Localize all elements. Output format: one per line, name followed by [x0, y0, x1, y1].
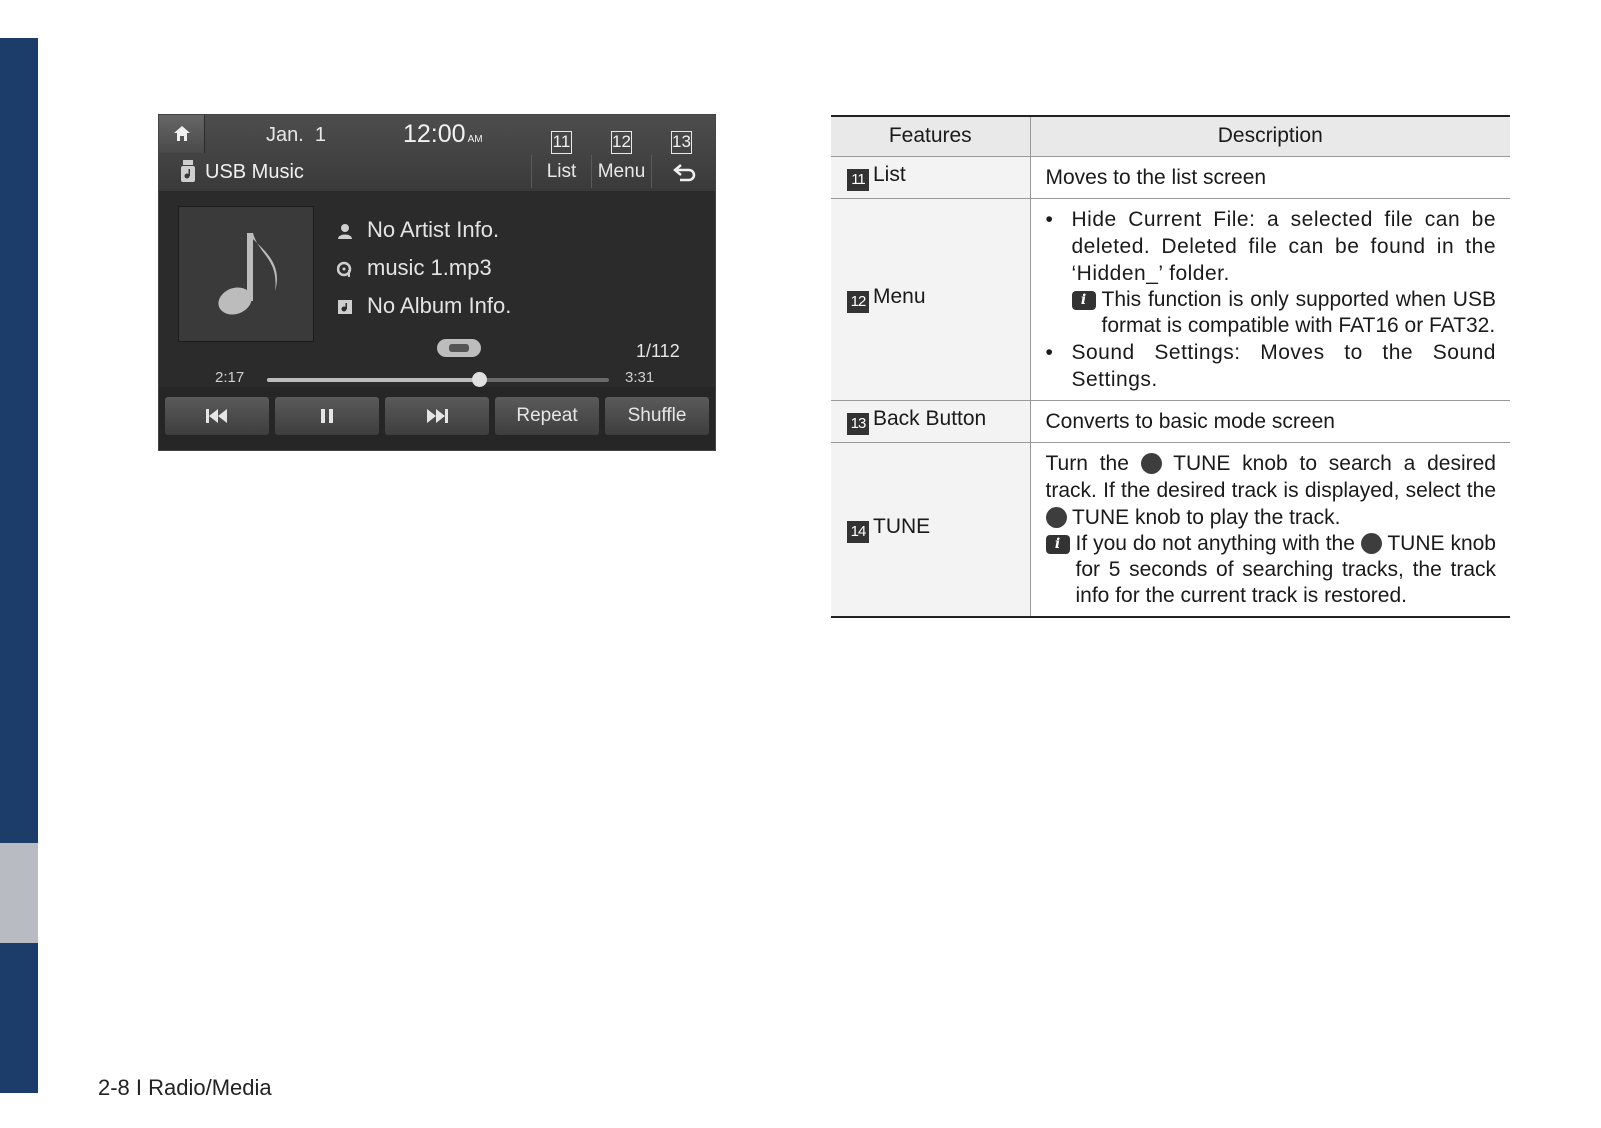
- feature-number-badge: 14: [847, 521, 869, 543]
- table-row: [831, 442, 1510, 617]
- clock-display: [403, 120, 483, 149]
- clock-ampm: AM: [467, 134, 483, 145]
- music-note-icon: [179, 207, 315, 343]
- elapsed-time: 2:17: [215, 369, 245, 386]
- info-note-text: If you do not anything with the: [1075, 531, 1355, 555]
- table-row: [831, 400, 1510, 442]
- header-features: Features: [831, 116, 1030, 156]
- previous-button[interactable]: [165, 397, 269, 435]
- feature-label: TUNE: [873, 515, 931, 538]
- tune-label: TUNE: [1387, 531, 1445, 555]
- description-cell: [1030, 198, 1510, 400]
- usb-music-screen: [158, 114, 716, 451]
- header-description: Description: [1030, 116, 1510, 156]
- tune-paragraph: [1046, 450, 1497, 531]
- section-tab-marker: [0, 843, 38, 943]
- feature-number-badge: 11: [847, 169, 869, 191]
- info-note: [1046, 531, 1497, 609]
- back-icon: [672, 162, 698, 182]
- features-table: [831, 115, 1510, 618]
- progress-handle[interactable]: [472, 372, 487, 387]
- tune-label: TUNE: [1173, 451, 1231, 475]
- tune-label: TUNE: [1071, 505, 1130, 529]
- menu-button[interactable]: Menu: [591, 155, 651, 188]
- list-button[interactable]: List: [531, 155, 591, 188]
- info-note-text: This function is only supported when USB format is compatible with FAT16 or FAT32.: [1101, 287, 1496, 337]
- tune-text-middle: knob to search a desired track. If the desired track is displayed, select the: [1045, 451, 1496, 502]
- description-cell: [1030, 442, 1510, 617]
- feature-label: Back Button: [873, 407, 987, 430]
- home-icon: [173, 125, 191, 142]
- usb-icon: [181, 160, 195, 182]
- total-time: 3:31: [625, 369, 655, 386]
- feature-cell: [831, 442, 1030, 617]
- info-icon: i: [1046, 535, 1070, 554]
- feature-cell: [831, 400, 1030, 442]
- album-icon: [337, 299, 353, 315]
- date-display: Jan. 1: [266, 124, 327, 146]
- callout-13: 13: [671, 131, 692, 154]
- tune-text-start: Turn the: [1045, 451, 1129, 475]
- knob-icon: [1141, 453, 1162, 474]
- artist-icon: [337, 223, 353, 239]
- back-button[interactable]: [651, 155, 716, 188]
- bullet-item: • Sound Settings: Moves to the Sound Settings.: [1046, 339, 1497, 393]
- source-title: USB Music: [205, 161, 304, 183]
- mode-indicator[interactable]: [437, 339, 481, 357]
- section-sidebar-stripe: [0, 38, 38, 1093]
- album-name: No Album Info.: [367, 293, 512, 318]
- tune-text-end: knob to play the track.: [1134, 505, 1341, 529]
- table-row: [831, 198, 1510, 400]
- knob-icon: [1361, 533, 1382, 554]
- callout-12: 12: [611, 131, 632, 154]
- info-icon: i: [1072, 291, 1096, 310]
- now-playing-area: [159, 191, 716, 387]
- home-button[interactable]: [159, 115, 205, 153]
- knob-icon: [1046, 507, 1067, 528]
- previous-icon: [206, 409, 228, 423]
- pause-button[interactable]: [275, 397, 379, 435]
- feature-label: Menu: [873, 285, 926, 308]
- album-art: [178, 206, 314, 342]
- shuffle-button[interactable]: Shuffle: [605, 397, 709, 435]
- progress-fill: [267, 378, 479, 382]
- pause-icon: [321, 409, 333, 423]
- callout-11: 11: [551, 131, 572, 154]
- feature-label: List: [873, 163, 906, 186]
- next-button[interactable]: [385, 397, 489, 435]
- next-icon: [426, 409, 448, 423]
- repeat-button[interactable]: Repeat: [495, 397, 599, 435]
- feature-number-badge: 12: [847, 291, 869, 313]
- page-footer: 2-8 I Radio/Media: [98, 1075, 272, 1100]
- table-header-row: [831, 116, 1510, 156]
- feature-number-badge: 13: [847, 413, 869, 435]
- description-cell: Moves to the list screen: [1030, 156, 1510, 198]
- progress-bar[interactable]: [267, 378, 609, 382]
- feature-cell: [831, 198, 1030, 400]
- info-note: [1072, 287, 1497, 339]
- top-bar: [159, 115, 716, 191]
- bullet-item: • Hide Current File: a selected file can be deleted. Deleted file can be found in the ‘Hidden_’ folder.: [1046, 206, 1497, 287]
- file-name: music 1.mp3: [367, 255, 492, 280]
- artist-name: No Artist Info.: [367, 217, 500, 242]
- clock-time: 12:00: [403, 120, 466, 148]
- file-icon: [337, 261, 353, 277]
- table-row: [831, 156, 1510, 198]
- feature-cell: [831, 156, 1030, 198]
- info-note-text: knob for 5 seconds of searching tracks, the track info for the current track is restored.: [1075, 531, 1496, 607]
- description-cell: Converts to basic mode screen: [1030, 400, 1510, 442]
- track-counter: 1/112: [636, 341, 680, 361]
- control-bar: [159, 387, 716, 451]
